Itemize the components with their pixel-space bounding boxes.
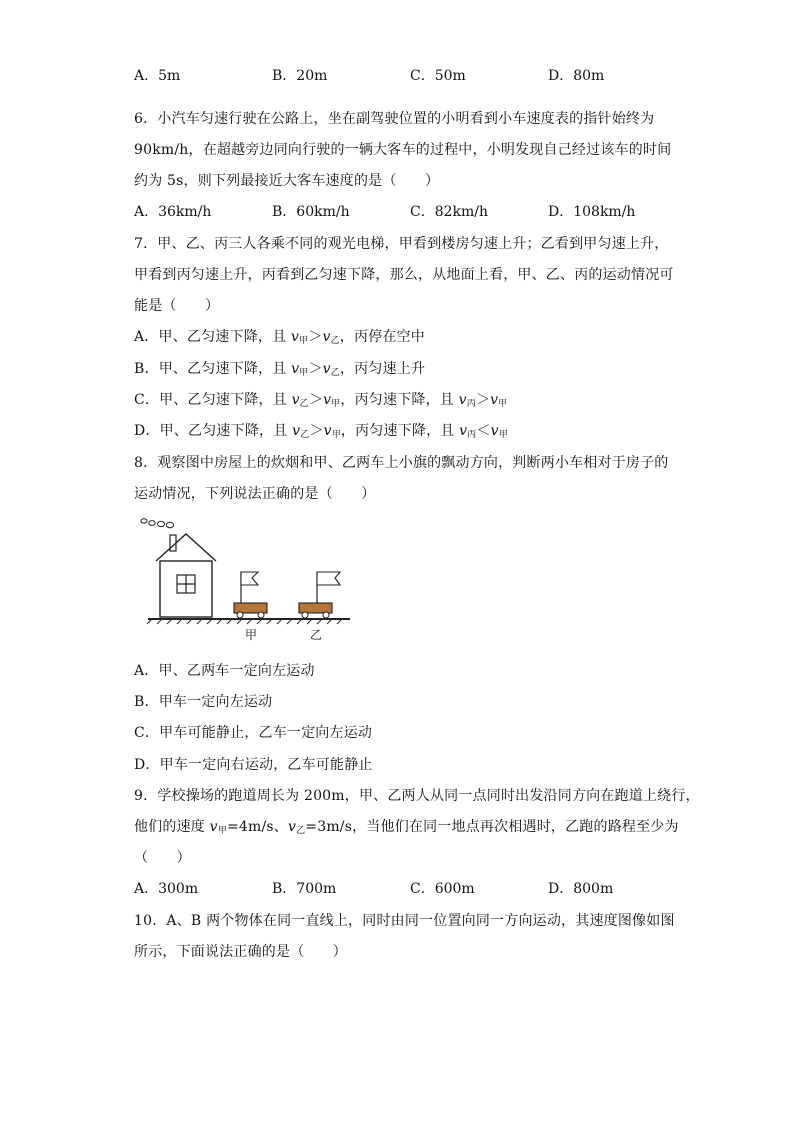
q7-option-c: C．甲、乙匀速下降，且 $v_乙>v_甲$，丙匀速下降，且 $v_丙>v_甲$ xyxy=(134,392,508,409)
q5-option-a: A．5m xyxy=(134,68,181,84)
q7-stem-line-2: 甲看到丙匀速上升，丙看到乙匀速下降，那么，从地面上看，甲、乙、丙的运动情况可 xyxy=(134,267,674,283)
q6-option-c: C．82km/h xyxy=(410,204,489,220)
q8-option-c: C．甲车可能静止，乙车一定向左运动 xyxy=(134,725,373,741)
q6-stem-line-1: 6．小汽车匀速行驶在公路上，坐在副驾驶位置的小明看到小车速度表的指针始终为 xyxy=(134,111,655,127)
q9-stem-line-2: 他们的速度 $v_甲=4m/s$、$v_乙=3m/s$，当他们在同一地点再次相遇时，乙跑的路程至少为 xyxy=(134,819,679,836)
q8-stem-line-1: 8．观察图中房屋上的炊烟和甲、乙两车上小旗的飘动方向，判断两小车相对于房子的 xyxy=(134,455,669,471)
q8-option-a: A．甲、乙两车一定向左运动 xyxy=(134,663,315,679)
q6-option-a: A．36km/h xyxy=(134,204,212,220)
q7-stem-line-3: 能是（ ） xyxy=(134,298,220,314)
figure-label-jia: 甲 xyxy=(245,628,258,642)
house-and-carts-illustration xyxy=(140,515,355,645)
house-window xyxy=(177,575,195,593)
q9-stem-line-1: 9．学校操场的跑道周长为 200m，甲、乙两人从同一点同时出发沿同方向在跑道上绕行， xyxy=(134,788,700,804)
q6-stem-line-3: 约为 5s，则下列最接近大客车速度的是（ ） xyxy=(134,173,440,189)
q6-stem-line-2: 90km/h，在超越旁边同向行驶的一辆大客车的过程中，小明发现自己经过该车的时间 xyxy=(134,142,672,158)
q6-option-b: B．60km/h xyxy=(272,204,350,220)
q7-option-a: A．甲、乙匀速下降，且 $v_甲>v_乙$，丙停在空中 xyxy=(134,329,425,346)
q8-stem-line-2: 运动情况，下列说法正确的是（ ） xyxy=(134,486,376,502)
q5-option-b: B．20m xyxy=(272,68,328,84)
q7-option-b: B．甲、乙匀速下降，且 $v_甲>v_乙$，丙匀速上升 xyxy=(134,361,426,378)
q9-option-b: B．700m xyxy=(272,881,337,897)
smoke-icon xyxy=(141,519,174,528)
cart-yi xyxy=(299,572,340,618)
q10-stem-line-1: 10．A、B 两个物体在同一直线上，同时由同一位置向同一方向运动，其速度图像如图 xyxy=(134,913,675,929)
q9-option-a: A．300m xyxy=(134,881,199,897)
q9-option-d: D．800m xyxy=(548,881,614,897)
q10-stem-line-2: 所示，下面说法正确的是（ ） xyxy=(134,944,347,960)
q5-option-c: C．50m xyxy=(410,68,466,84)
q8-figure xyxy=(140,515,355,645)
q5-option-d: D．80m xyxy=(548,68,605,84)
q9-stem-line-3: （ ） xyxy=(134,850,191,866)
q7-option-d: D．甲、乙匀速下降，且 $v_乙>v_甲$，丙匀速下降，且 $v_丙<v_甲$ xyxy=(134,423,508,440)
q9-option-c: C．600m xyxy=(410,881,475,897)
figure-label-yi: 乙 xyxy=(310,628,323,642)
q8-option-d: D．甲车一定向右运动，乙车可能静止 xyxy=(134,757,373,773)
q7-stem-line-1: 7．甲、乙、丙三人各乘不同的观光电梯，甲看到楼房匀速上升；乙看到甲匀速上升， xyxy=(134,236,669,252)
q8-option-b: B．甲车一定向左运动 xyxy=(134,694,273,710)
cart-jia xyxy=(234,572,267,618)
house-roof xyxy=(156,534,216,561)
q6-option-d: D．108km/h xyxy=(548,204,636,220)
